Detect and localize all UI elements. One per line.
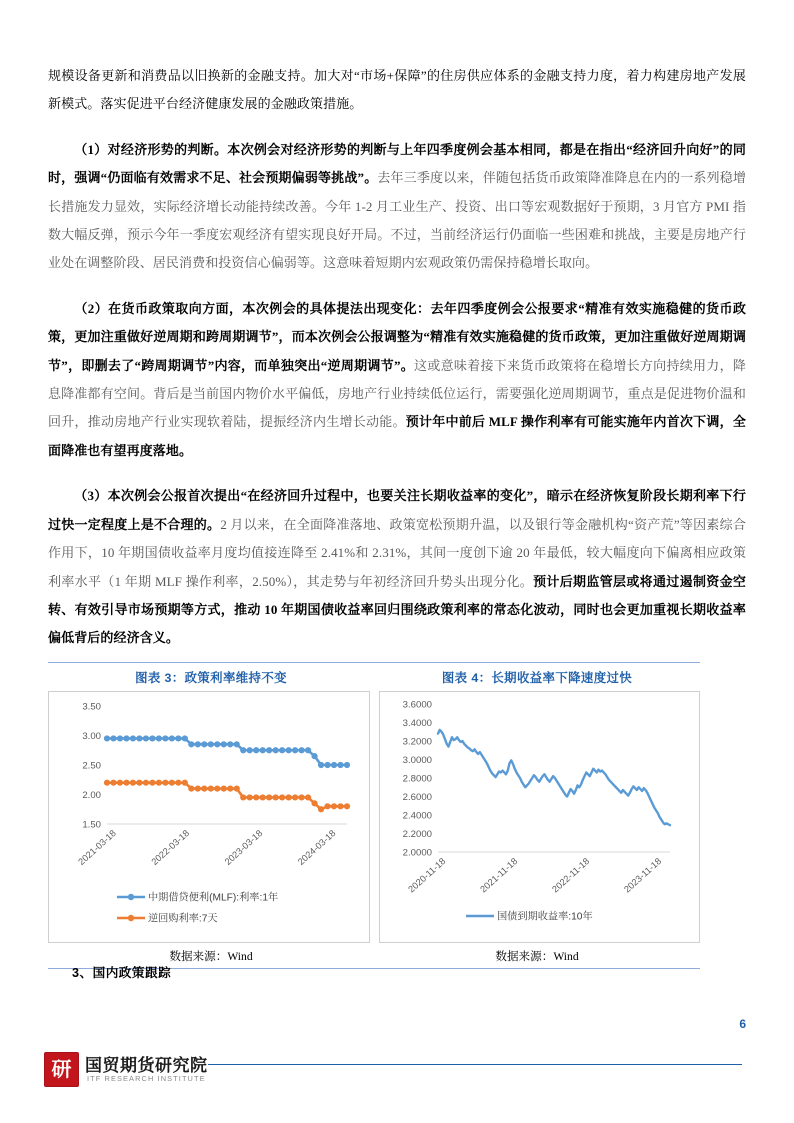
y-axis-tick-label: 3.00 — [82, 730, 101, 742]
logo-glyph: 研 — [51, 1058, 72, 1081]
y-axis-tick-label: 3.4000 — [402, 717, 432, 729]
legend-marker — [128, 915, 134, 921]
series-marker — [305, 747, 311, 753]
y-axis-tick-label: 2.00 — [82, 789, 101, 801]
series-marker — [195, 741, 201, 747]
x-axis-tick-label: 2020-11-18 — [405, 856, 447, 895]
series-marker — [292, 747, 298, 753]
x-axis-tick-label: 2023-11-18 — [621, 856, 663, 895]
series-marker — [149, 780, 155, 786]
series-marker — [188, 786, 194, 792]
document-body — [48, 62, 746, 653]
figure3-box — [48, 691, 370, 943]
series-marker — [318, 762, 324, 768]
legend-label: 中期借贷便利(MLF):利率:1年 — [148, 892, 279, 904]
series-marker — [286, 747, 292, 753]
x-axis-tick-label: 2022-03-18 — [149, 828, 192, 867]
series-marker — [136, 780, 142, 786]
text-run: （1）对经济形势的判断。本次例会对经济形势的判断与上年四季度例会基本相同，都是在指出“经济回升向好”的同时，强调“仍面临有效需求不足、社会预期偏弱等挑战”。 — [48, 141, 746, 186]
series-marker — [162, 735, 168, 741]
series-marker — [143, 735, 149, 741]
series-marker — [305, 794, 311, 800]
series-marker — [318, 806, 324, 812]
series-marker — [104, 735, 110, 741]
y-axis-tick-label: 3.2000 — [402, 736, 432, 748]
series-marker — [117, 735, 123, 741]
series-marker — [188, 741, 194, 747]
text-run: 这或意味着接下来货币政策将在稳增长方向持续用力，降息降准都有空间。背后是当前国内物价水平偏低，房地产行业持续低位运行，需要强化逆周期调节，重点是促进物价温和回升，推动房地产行业实现软着陆，提振经济内生增长动能。 — [48, 357, 746, 430]
series-marker — [227, 741, 233, 747]
figure4-canvas — [380, 692, 700, 942]
text-run: 2 月以来，在全面降准落地、政策宽松预期升温，以及银行等金融机构“资产荒”等因素综合作用下，10 年期国债收益率月度均值接连降至 2.41%和 2.31%，其间一度创下逾 20 年最低，较大幅度向下偏离相应政策利率水平（1 年期 MLF 操作利率，2.50%），其走势与年初经济回升势头出现分化。 — [48, 516, 746, 589]
y-axis-tick-label: 3.6000 — [402, 699, 432, 711]
series-marker — [214, 786, 220, 792]
series-marker — [130, 735, 136, 741]
y-axis-tick-label: 2.4000 — [402, 810, 432, 822]
x-axis-tick-label: 2023-03-18 — [222, 828, 265, 867]
series-marker — [324, 803, 330, 809]
series-line — [107, 738, 347, 765]
series-marker — [331, 803, 337, 809]
text-run: 预计后期监管层或将通过遏制资金空转、有效引导市场预期等方式，推动 10 年期国债收益率回归围绕政策利率的常态化波动，同时也会更加重视长期收益率偏低背后的经济含义。 — [48, 573, 747, 646]
series-marker — [234, 741, 240, 747]
legend-label: 国债到期收益率:10年 — [496, 911, 593, 923]
figure-row — [48, 690, 700, 943]
figure-title-row — [48, 663, 700, 690]
series-line — [438, 730, 670, 825]
x-axis-tick-label: 2024-03-18 — [295, 828, 338, 867]
series-marker — [273, 747, 279, 753]
series-line — [107, 783, 347, 810]
series-marker — [298, 747, 304, 753]
series-marker — [162, 780, 168, 786]
series-marker — [175, 780, 181, 786]
figure3-canvas — [49, 692, 369, 942]
series-marker — [311, 800, 317, 806]
paragraph-0 — [48, 62, 746, 119]
y-axis-tick-label: 2.6000 — [402, 791, 432, 803]
series-marker — [240, 747, 246, 753]
institute-subtitle: ITF RESEARCH INSTITUTE — [87, 1074, 206, 1083]
series-marker — [337, 762, 343, 768]
y-axis-tick-label: 3.0000 — [402, 754, 432, 766]
text-run: 预计年中前后 MLF 操作利率有可能实施年内首次下调，全面降准也有望再度落地。 — [48, 414, 747, 458]
text-run: （2）在货币政策取向方面，本次例会的具体提法出现变化：去年四季度例会公报要求“精准有效实施稳健的货币政策，更加注重做好逆周期和跨周期调节”，而本次例会公报调整为“精准有效实施稳健的货币政策，更加注重做好逆周期调节”，即删去了“跨周期调节”内容，而单独突出“逆周期调节”。 — [48, 300, 746, 373]
series-marker — [279, 794, 285, 800]
series-marker — [234, 786, 240, 792]
y-axis-tick-label: 2.8000 — [402, 773, 432, 785]
series-marker — [344, 762, 350, 768]
series-marker — [344, 803, 350, 809]
x-axis-tick-label: 2021-03-18 — [76, 828, 118, 867]
series-marker — [221, 741, 227, 747]
series-marker — [110, 735, 116, 741]
series-marker — [208, 786, 214, 792]
figure4-source — [374, 948, 700, 964]
y-axis-tick-label: 1.50 — [82, 819, 101, 831]
figure4-box — [379, 691, 701, 943]
series-marker — [240, 794, 246, 800]
series-marker — [169, 780, 175, 786]
series-marker — [175, 735, 181, 741]
series-marker — [298, 794, 304, 800]
figure3-svg — [49, 692, 369, 942]
series-marker — [311, 753, 317, 759]
series-marker — [260, 794, 266, 800]
series-marker — [331, 762, 337, 768]
footer-rule — [208, 1064, 742, 1065]
series-marker — [182, 780, 188, 786]
page-number: 6 — [739, 1017, 746, 1031]
series-marker — [143, 780, 149, 786]
y-axis-tick-label: 2.0000 — [402, 847, 432, 859]
series-marker — [253, 794, 259, 800]
series-marker — [195, 786, 201, 792]
y-axis-tick-label: 2.2000 — [402, 828, 432, 840]
page-footer — [44, 1050, 750, 1096]
series-marker — [337, 803, 343, 809]
x-axis-tick-label: 2021-11-18 — [477, 856, 519, 895]
legend-label: 逆回购利率:7天 — [148, 913, 218, 925]
figure4-source-label: 数据来源：Wind — [495, 949, 579, 963]
institute-name: 国贸期货研究院 — [85, 1056, 208, 1075]
series-marker — [156, 735, 162, 741]
series-marker — [221, 786, 227, 792]
section-heading: 3、国内政策跟踪 — [72, 966, 172, 980]
text-run: 去年三季度以来，伴随包括货币政策降准降息在内的一系列稳增长措施发力显效，实际经济增长动能持续改善。今年 1-2 月工业生产、投资、出口等宏观数据好于预期，3 月官方 PMI 指数大幅反弹，预示今年一季度宏观经济有望实现良好开局。不过，当前经济运行仍面临一些困难和挑战，主要是房地产行业处在调整阶段、居民消费和投资信心偏弱等。这意味着短期内宏观政策仍需保持稳增长取向。 — [48, 170, 746, 271]
series-marker — [227, 786, 233, 792]
text-run: 规模设备更新和消费品以旧换新的金融支持。加大对“市场+保障”的住房供应体系的金融支持力度，着力构建房地产发展新模式。落实促进平台经济健康发展的金融政策措施。 — [48, 68, 746, 112]
text-run: （3）本次例会公报首次提出“在经济回升过程中，也要关注长期收益率的变化”，暗示在经济恢复阶段长期利率下行过快一定程度上是不合理的。 — [48, 488, 746, 532]
series-marker — [156, 780, 162, 786]
series-marker — [182, 735, 188, 741]
x-axis-tick-label: 2022-11-18 — [549, 856, 591, 895]
series-marker — [169, 735, 175, 741]
series-marker — [123, 735, 129, 741]
figure3-source-label: 数据来源：Wind — [169, 949, 253, 963]
series-marker — [247, 794, 253, 800]
series-marker — [149, 735, 155, 741]
series-marker — [279, 747, 285, 753]
y-axis-tick-label: 3.50 — [82, 701, 101, 713]
series-marker — [266, 747, 272, 753]
series-marker — [253, 747, 259, 753]
series-marker — [324, 762, 330, 768]
paragraph-1 — [48, 136, 746, 278]
figure4-svg — [380, 692, 700, 942]
series-marker — [117, 780, 123, 786]
series-marker — [286, 794, 292, 800]
series-marker — [130, 780, 136, 786]
figure3-title: 图表 3：政策利率维持不变 — [135, 670, 287, 685]
series-marker — [208, 741, 214, 747]
series-marker — [260, 747, 266, 753]
series-marker — [292, 794, 298, 800]
series-marker — [104, 780, 110, 786]
institute-logo-icon — [44, 1052, 79, 1087]
series-marker — [214, 741, 220, 747]
series-marker — [247, 747, 253, 753]
series-marker — [110, 780, 116, 786]
series-marker — [266, 794, 272, 800]
y-axis-tick-label: 2.50 — [82, 760, 101, 772]
series-marker — [123, 780, 129, 786]
paragraph-2 — [48, 295, 746, 465]
figure-table — [48, 662, 700, 969]
legend-marker — [128, 894, 134, 900]
series-marker — [273, 794, 279, 800]
series-marker — [136, 735, 142, 741]
series-marker — [201, 786, 207, 792]
paragraph-3 — [48, 482, 746, 652]
series-marker — [201, 741, 207, 747]
figure4-title: 图表 4：长期收益率下降速度过快 — [441, 670, 633, 685]
